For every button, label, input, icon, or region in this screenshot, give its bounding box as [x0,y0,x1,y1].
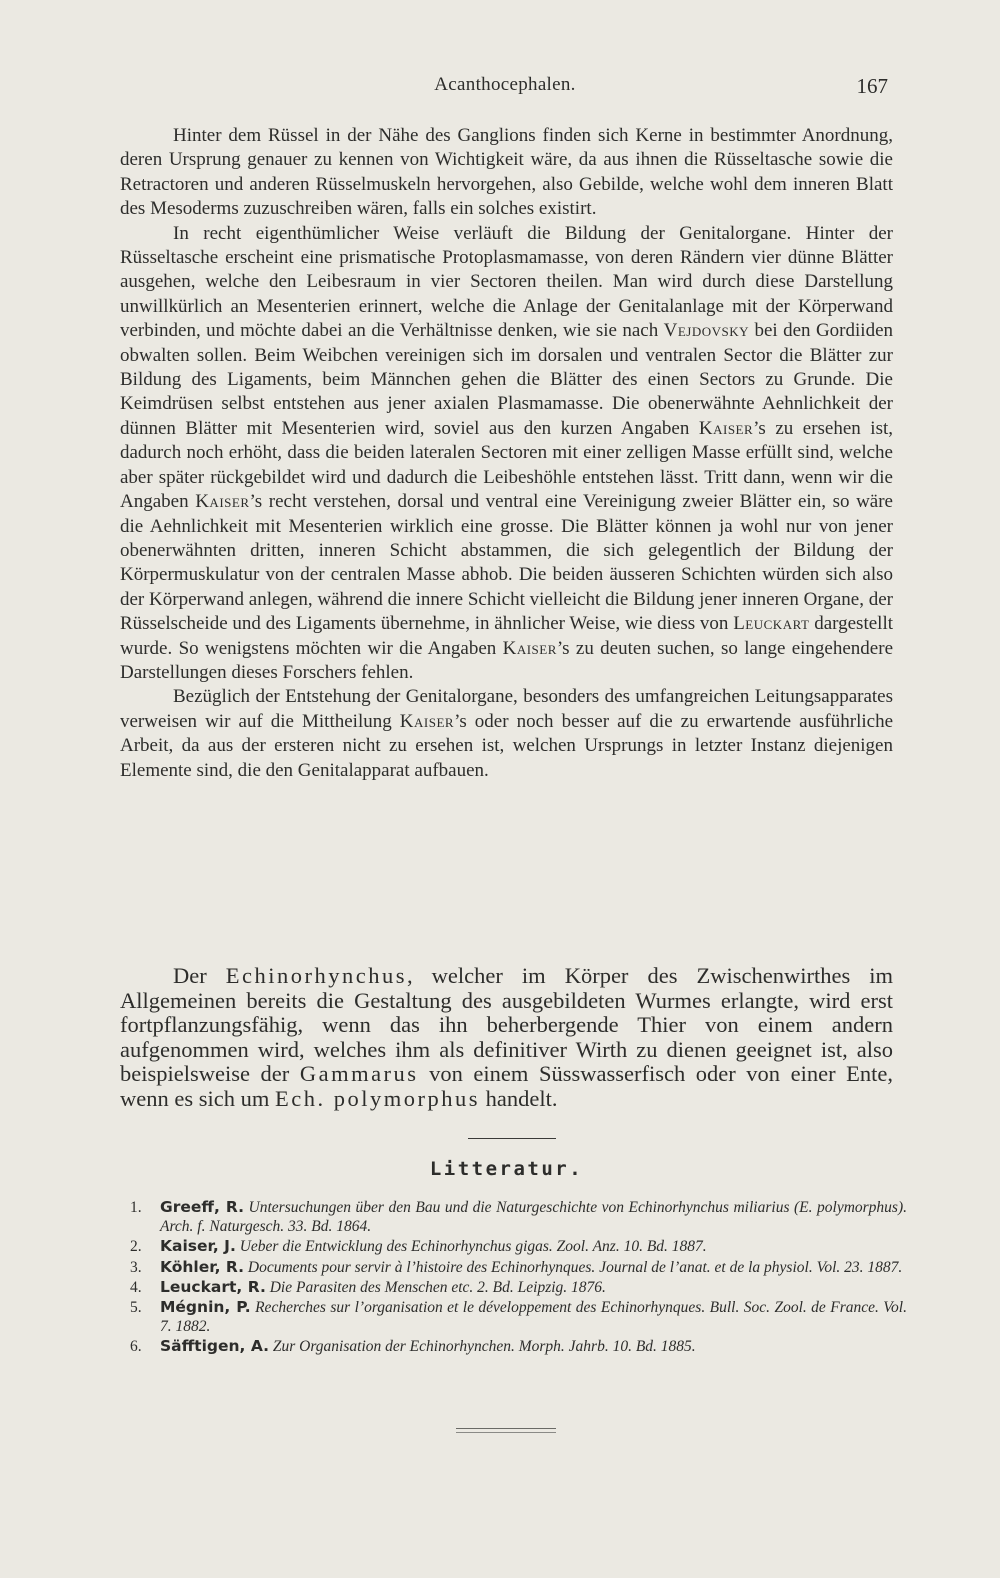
paragraph-4 [120,964,893,1111]
paragraph-1: Hinter dem Rüssel in der Nähe des Ganglions finden sich Kerne in bestimmter Anordnung, deren Ursprung genauer zu kennen von Wichtigkeit wäre, da aus ihnen die Rüsseltasche sowie die Retractoren und anderen Rüsselmuskeln hervorgehen, also Gebilde, welche wohl dem inneren Blatt des Mesoderms zuzuschreiben wären, falls ein solches existirt. [120,125,893,220]
author-name: Kaiser [399,710,455,732]
reference-author: Säfftigen, A. [160,1337,269,1356]
large-type-text [120,964,893,1111]
text-run: In recht eigenthümlicher Weise verläuft die Bildung der Genitalorgane. Hinter der Rüsseltasche erscheint eine prismatische Protoplasmamasse, von deren Rändern vier dünne Blätter ausgehen, welche den Leibesraum in vier Sectoren theilen. Man wird durch diese Darstellung unwillkürlich an Mesenterien erinnert, welche die Anlage der Genitalanlage mit der Körperwand verbinden, und möchte dabei an die Verhältnisse denken, wie sie nach [120,222,893,342]
text-run: bei den Gordiiden obwalten sollen. Beim Weibchen vereinigen sich im dorsalen und ventralen Sector die Blätter zur Bildung des Ligaments, beim Männchen gehen die Blätter des einen Sectors zu Grunde. Die Keimdrüsen selbst entstehen aus jener axialen Plasmamasse. Die obenerwähnte Aehnlichkeit der dünnen Blätter mit Mesenterien wird, soviel aus den kurzen Angaben [120,320,893,439]
reference-item [120,1298,907,1336]
literature-heading: Litteratur. [429,1158,584,1180]
end-rule [456,1432,556,1433]
author-name: Kaiser [502,637,557,659]
text-run: , welcher im Körper des Zwischenwirthes im Allgemeinen bereits die Gestaltung des ausgebildeten Wurmes erlangte, wird erst fortpflanzungsfähig, wenn das ihn beherbergende Thier von einem andern aufgenommen wird, welches ihm als definitiver Wirth zu dienen geeignet ist, also beispielsweise der [120,963,893,1086]
reference-author: Kaiser, J. [160,1237,236,1256]
text-run: ’s zu deuten suchen, so lange eingehendere Darstellungen dieses Forschers fehlen. [120,637,893,683]
reference-work: Zur Organisation der Echinorhynchen. Morph. Jahrb. 10. Bd. 1885. [272,1338,696,1356]
text-run: ’s recht verstehen, dorsal und ventral eine Vereinigung zweier Blätter ein, so wäre die Aehnlichkeit mit Mesenterien wirklich eine grosse. Die Blätter können ja wohl nur von jener obenerwähnten dritten, inneren Schicht abstammen, die sich gelegentlich der Bildung der Körpermuskulatur von der centralen Masse abhob. Die beiden äusseren Schichten würden sich also der Körperwand anlegen, während die innere Schicht vielleicht die Bildung jener inneren Organe, der Rüsselscheide und des Ligaments übernehme, in ähnlicher Weise, wie diess von [120,491,893,635]
text-run: dargestellt wurde. So wenigstens möchten wir die Angaben [120,613,893,659]
running-title: Acanthocephalen. [434,74,576,95]
reference-number: 4. [130,1278,142,1296]
end-rule [456,1428,556,1429]
paragraph-3 [120,685,893,783]
reference-author: Greeff, R. [160,1198,244,1216]
text-run: von einem Süsswasserfisch oder von einer Ente, wenn es sich um [120,1061,893,1111]
reference-work: Die Parasiten des Menschen etc. 2. Bd. Leipzig. 1876. [269,1278,606,1296]
reference-item [120,1258,907,1277]
text-run: Der [173,963,226,988]
author-name: Kaiser [698,417,754,439]
reference-work: Documents pour servir à l’histoire des Echinorhynques. Journal de l’anat. et de la physiol. Vol. 23. 1887. [247,1258,903,1276]
spaced-taxon: Echinorhynchus [225,963,407,988]
spaced-taxon: Gammarus [299,1061,419,1086]
reference-work: Recherches sur l’organisation et le développement des Echinorhynques. Bull. Soc. Zool. de France. Vol. 7. 1882. [160,1299,907,1336]
reference-work: Ueber die Entwicklung des Echinorhynchus gigas. Zool. Anz. 10. Bd. 1887. [239,1238,707,1256]
reference-author: Mégnin, P. [160,1298,251,1317]
reference-number: 6. [130,1338,142,1356]
author-name: Kaiser [195,491,250,513]
paragraph-2 [120,222,893,686]
reference-author: Köhler, R. [160,1257,245,1276]
reference-item [120,1198,907,1236]
reference-author: Leuckart, R. [160,1277,266,1296]
reference-number: 3. [130,1258,142,1276]
author-name: Leuckart [733,613,810,635]
reference-list [120,1198,907,1358]
reference-item [120,1278,907,1297]
author-name: Vejdovsky [663,320,750,342]
reference-item [120,1337,907,1356]
reference-number: 2. [130,1238,142,1256]
page-number: 167 [856,74,888,98]
section-divider [468,1138,556,1139]
running-header [120,74,890,104]
text-run: Bezüglich der Entstehung der Genitalorgane, besonders des umfangreichen Leitungsapparates verweisen wir auf die Mittheilung [120,686,893,732]
reference-item [120,1237,907,1256]
text-run: handelt. [479,1085,558,1111]
text-run: ’s oder noch besser auf die zu erwartende ausführliche Arbeit, da aus der ersteren nicht zu ersehen ist, welchen Ursprungs in letzter Instanz diejenigen Elemente sind, die den Genitalapparat aufbauen. [120,710,894,781]
reference-number: 5. [130,1299,142,1317]
body-text [120,124,893,783]
reference-work: Untersuchungen über den Bau und die Naturgeschichte von Echinorhynchus miliarius (E. polymorphus). Arch. f. Naturgesch. 33. Bd. 1864. [160,1199,908,1236]
reference-number: 1. [130,1199,142,1216]
text-run: ’s zu ersehen ist, dadurch noch erhöht, dass die beiden lateralen Sectoren mit einer zelligen Masse erfüllt sind, welche aber später rückgebildet wird und dadurch die Leibeshöhle entstehen lässt. Tritt dann, wenn wir die Angaben [120,417,893,513]
spaced-taxon: Ech. polymorphus [274,1085,480,1111]
